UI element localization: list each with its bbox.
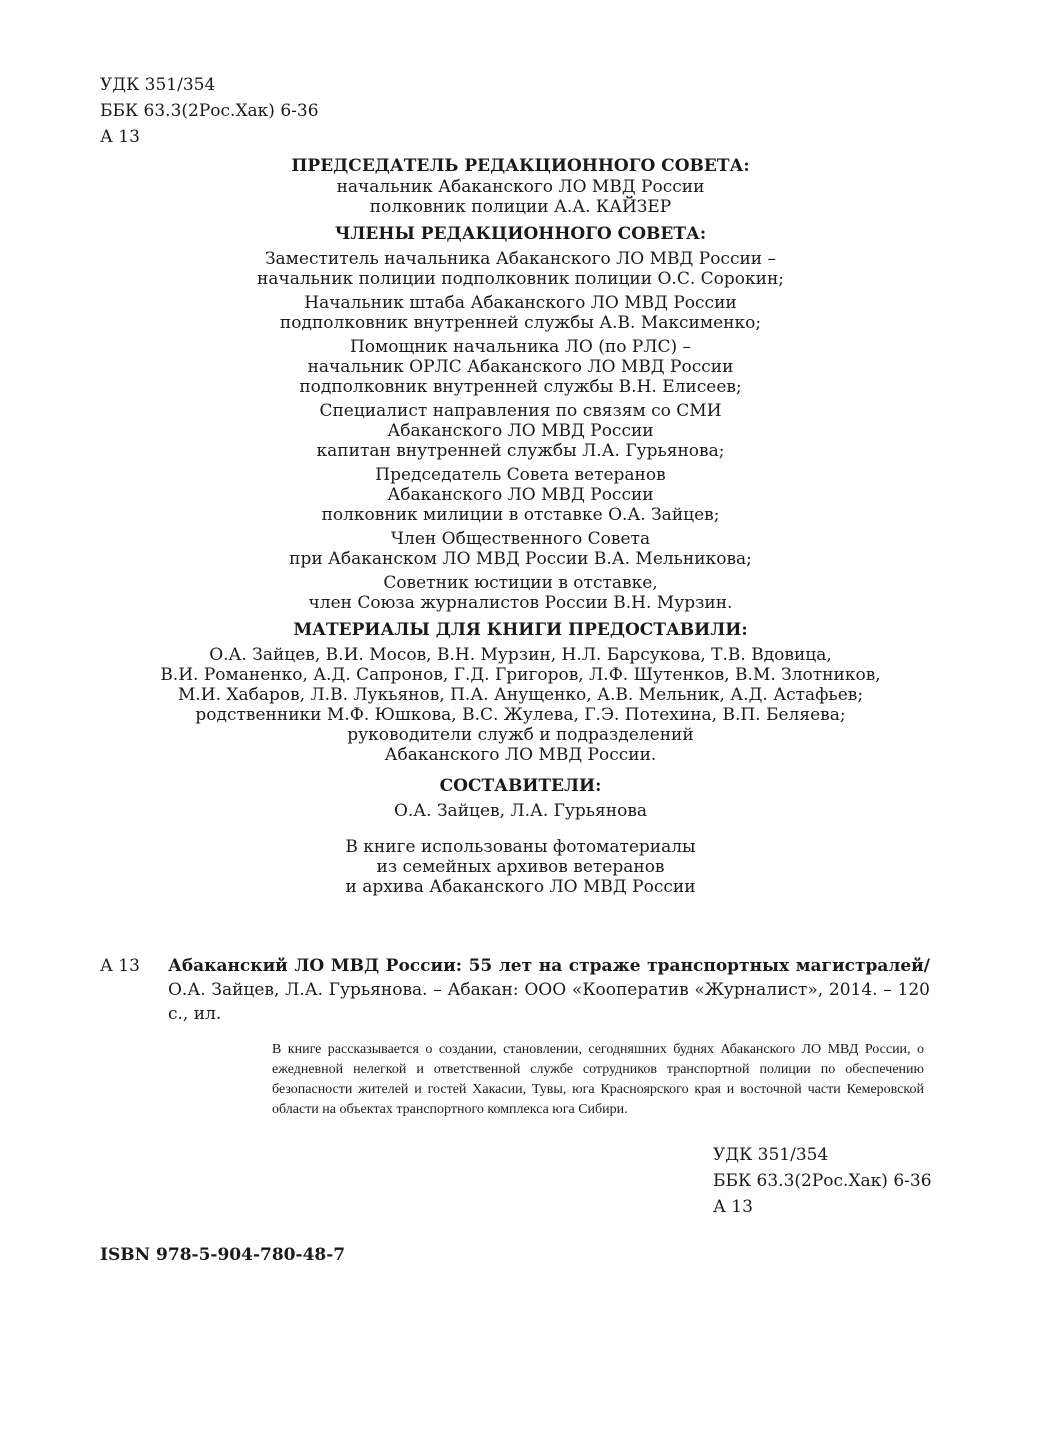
member-entry	[0, 337, 1041, 397]
member-line: Член Общественного Совета	[390, 529, 651, 549]
author-mark: А 13	[100, 127, 140, 147]
udk-code: УДК 351/354	[713, 1145, 829, 1165]
isbn: ISBN 978-5-904-780-48-7	[100, 1245, 346, 1265]
photo-note	[0, 837, 1041, 897]
materials-line: М.И. Хабаров, Л.В. Лукьянов, П.А. Анущенко, А.В. Мельник, А.Д. Астафьев;	[177, 685, 864, 705]
member-line: Специалист направления по связям со СМИ	[319, 401, 722, 421]
chairman-heading: ПРЕДСЕДАТЕЛЬ РЕДАКЦИОННОГО СОВЕТА:	[291, 156, 750, 176]
member-line: подполковник внутренней службы В.Н. Елисеев;	[299, 377, 742, 397]
bib-description	[168, 954, 930, 1026]
bibliographic-record	[100, 954, 930, 1026]
editorial-board	[0, 155, 1041, 897]
member-entry	[0, 293, 1041, 333]
materials-line: О.А. Зайцев, В.И. Мосов, В.Н. Мурзин, Н.Л. Барсукова, Т.В. Вдовица,	[209, 645, 832, 665]
materials-list	[0, 645, 1041, 765]
author-mark: А 13	[713, 1197, 753, 1217]
member-line: Заместитель начальника Абаканского ЛО МВД России –	[264, 249, 777, 269]
member-entry	[0, 529, 1041, 569]
member-line: Помощник начальника ЛО (по РЛС) –	[349, 337, 692, 357]
member-line: при Абаканском ЛО МВД России В.А. Мельникова;	[289, 549, 752, 569]
member-entry	[0, 465, 1041, 525]
bib-author-mark: А 13	[100, 956, 140, 976]
materials-line: Абаканского ЛО МВД России.	[384, 745, 657, 765]
compilers-names: О.А. Зайцев, Л.А. Гурьянова	[393, 801, 648, 821]
photo-note-line: из семейных архивов ветеранов	[376, 857, 665, 877]
bbk-code: ББК 63.3(2Рос.Хак) 6-36	[713, 1171, 932, 1191]
compilers-heading: СОСТАВИТЕЛИ:	[439, 776, 602, 796]
materials-line: руководители служб и подразделений	[347, 725, 694, 745]
member-line: Начальник штаба Абаканского ЛО МВД России	[304, 293, 737, 313]
member-line: Абаканского ЛО МВД России	[387, 485, 654, 505]
member-entry	[0, 249, 1041, 289]
book-annotation: В книге рассказывается о создании, становлении, сегодняшних буднях Абаканского ЛО МВД России, о ежедневной нелегкой и ответственной службе сотрудников транспортной полиции по обеспечению безопасности жителей и гостей Хакасии, Тувы, юга Красноярского края и восточной части Кемеровской области на объектах транспортного комплекса юга Сибири.	[272, 1042, 924, 1117]
chairman-line: полковник полиции А.А. КАЙЗЕР	[369, 197, 672, 217]
member-line: подполковник внутренней службы А.В. Максименко;	[279, 313, 762, 333]
member-line: Председатель Совета ветеранов	[375, 465, 666, 485]
member-line: капитан внутренней службы Л.А. Гурьянова;	[316, 441, 725, 461]
member-entry	[0, 401, 1041, 461]
classification-codes-top	[100, 72, 319, 150]
member-line: начальник ОРЛС Абаканского ЛО МВД России	[307, 357, 734, 377]
chairman-entry	[0, 177, 1041, 217]
photo-note-line: В книге использованы фотоматериалы	[345, 837, 696, 857]
bbk-code: ББК 63.3(2Рос.Хак) 6-36	[100, 101, 319, 121]
udk-code: УДК 351/354	[100, 75, 216, 95]
member-line: начальник полиции подполковник полиции О.С. Сорокин;	[256, 269, 785, 289]
member-line: член Союза журналистов России В.Н. Мурзин.	[308, 593, 733, 613]
materials-heading: МАТЕРИАЛЫ ДЛЯ КНИГИ ПРЕДОСТАВИЛИ:	[293, 620, 748, 640]
members-heading: ЧЛЕНЫ РЕДАКЦИОННОГО СОВЕТА:	[334, 224, 707, 244]
member-line: полковник милиции в отставке О.А. Зайцев;	[321, 505, 720, 525]
bib-details: О.А. Зайцев, Л.А. Гурьянова. – Абакан: ООО «Кооператив «Журналист», 2014. – 120 с., ил.	[168, 980, 930, 1024]
chairman-line: начальник Абаканского ЛО МВД России	[336, 177, 705, 197]
photo-note-line: и архива Абаканского ЛО МВД России	[345, 877, 696, 897]
member-entry	[0, 573, 1041, 613]
bib-title: Абаканский ЛО МВД России: 55 лет на страже транспортных магистралей/	[168, 956, 930, 976]
materials-line: родственники М.Ф. Юшкова, В.С. Жулева, Г.Э. Потехина, В.П. Беляева;	[195, 705, 846, 725]
materials-line: В.И. Романенко, А.Д. Сапронов, Г.Д. Григоров, Л.Ф. Шутенков, В.М. Злотников,	[160, 665, 881, 685]
member-line: Абаканского ЛО МВД России	[387, 421, 654, 441]
classification-codes-bottom	[713, 1142, 932, 1220]
member-line: Советник юстиции в отставке,	[383, 573, 658, 593]
